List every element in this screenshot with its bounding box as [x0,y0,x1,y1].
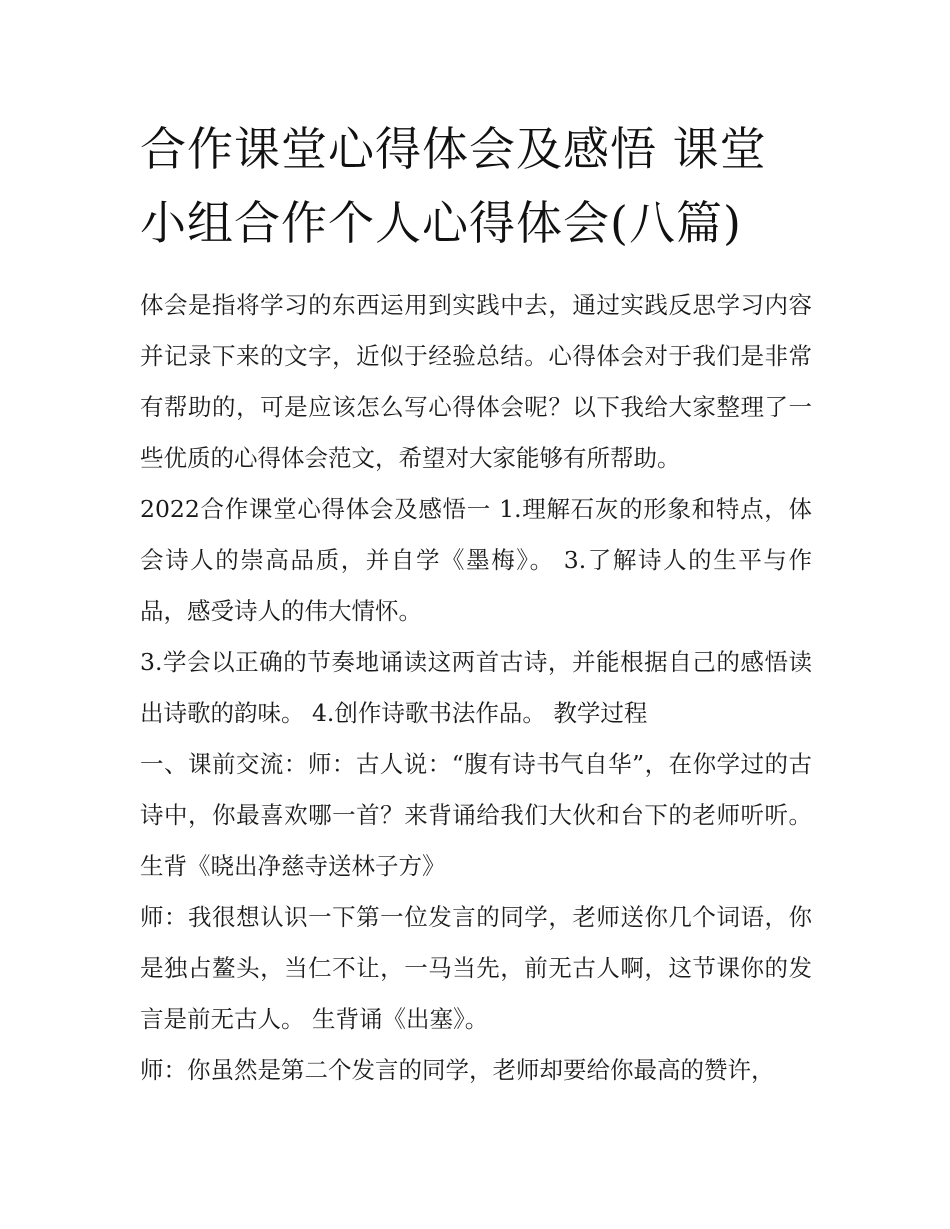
paragraph-pre-class-exchange: 一、课前交流：师：古人说：“腹有诗书气自华”，在你学过的古诗中，你最喜欢哪一首？来背诵给我们大伙和台下的老师听听。 生背《晓出净慈寺送林子方》 [140,750,812,880]
paragraph-recitation-goal: 3.学会以正确的节奏地诵读这两首古诗，并能根据自己的感悟读出诗歌的韵味。 4.创作诗歌书法作品。 教学过程 [140,648,812,727]
paragraph-teacher-praise-second: 师：你虽然是第二个发言的同学，老师却要给你最高的赞许， [140,1056,775,1084]
document-body [140,112,812,1096]
document-title: 合作课堂心得体会及感悟 课堂小组合作个人心得体会(八篇) [140,122,767,250]
paragraph-objectives: 2022合作课堂心得体会及感悟一 1.理解石灰的形象和特点，体会诗人的崇高品质，并自学《墨梅》。 3.了解诗人的生平与作品，感受诗人的伟大情怀。 [140,495,812,625]
paragraph-intro: 体会是指将学习的东西运用到实践中去，通过实践反思学习内容并记录下来的文字，近似于经验总结。心得体会对于我们是非常有帮助的，可是应该怎么写心得体会呢？以下我给大家整理了一些优质的心得体会范文，希望对大家能够有所帮助。 [140,291,812,472]
paragraph-teacher-praise-first: 师：我很想认识一下第一位发言的同学，老师送你几个词语，你是独占鳌头，当仁不让，一马当先，前无古人啊，这节课你的发言是前无古人。 生背诵《出塞》。 [140,903,812,1033]
